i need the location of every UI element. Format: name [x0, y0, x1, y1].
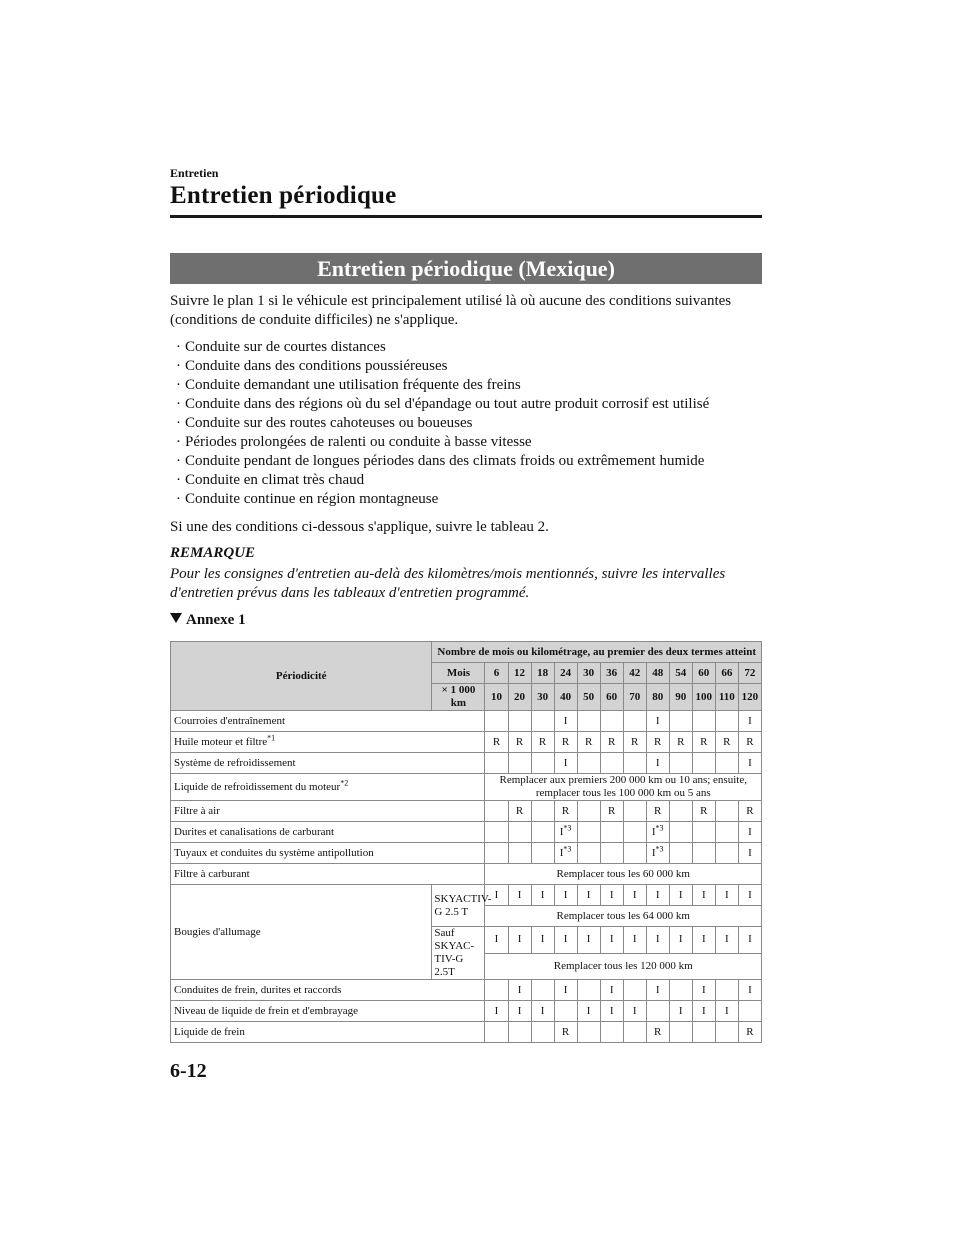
interval-cell [646, 711, 669, 732]
months-label: Mois [432, 663, 485, 684]
interval-cell [485, 1001, 508, 1022]
interval-value: I [651, 846, 656, 859]
interval-value: R [584, 735, 593, 748]
item-name [171, 1001, 485, 1022]
interval-cell [531, 822, 554, 843]
interval-cell: I [485, 885, 508, 906]
interval-value: I [678, 1004, 683, 1017]
interval-value: R [561, 1025, 570, 1038]
page-title: Entretien périodique [170, 182, 397, 209]
interval-cell [623, 801, 646, 822]
maintenance-schedule-table [170, 641, 762, 1043]
spark-variant-label: Sauf SKYAC-TIV-G 2.5T [432, 927, 485, 980]
interval-cell [508, 753, 531, 774]
interval-cell [623, 1022, 646, 1043]
interval-cell: I [738, 885, 761, 906]
condition-text: Périodes prolongées de ralenti ou conduite à basse vitesse [185, 434, 532, 450]
interval-span-cell: Remplacer tous les 60 000 km [485, 864, 762, 885]
interval-value: R [515, 804, 524, 817]
interval-cell: I [531, 885, 554, 906]
interval-value: I [724, 1004, 729, 1017]
item-name-text: Filtre à carburant [174, 867, 250, 880]
interval-cell [554, 801, 577, 822]
interval-cell: I [577, 885, 600, 906]
page-number: 6-12 [170, 1060, 207, 1082]
bullet-dot: · [176, 396, 181, 412]
interval-cell [485, 980, 508, 1001]
interval-cell [738, 980, 761, 1001]
footnote-marker: *3 [655, 843, 664, 853]
interval-cell [508, 711, 531, 732]
interval-value: I [609, 983, 614, 996]
item-name-text: Durites et canalisations de carburant [174, 825, 335, 838]
interval-cell [577, 843, 600, 864]
bullet-dot: · [176, 434, 181, 450]
interval-cell [508, 801, 531, 822]
interval-value: I [748, 714, 752, 727]
interval-cell [554, 1001, 577, 1022]
interval-value: I [494, 1004, 499, 1017]
table-row [171, 1022, 762, 1043]
interval-cell [646, 732, 669, 753]
condition-text: Conduite pendant de longues périodes dans des climats froids ou extrêmement humide [185, 453, 705, 469]
interval-value: I [748, 825, 752, 838]
interval-value: R [654, 735, 662, 748]
condition-text: Conduite dans des conditions poussiéreuses [185, 358, 448, 374]
item-name-text: Liquide de refroidissement du moteur [174, 780, 341, 793]
interval-cell [715, 801, 738, 822]
interval-cell [646, 801, 669, 822]
km-cell: 120 [738, 684, 761, 711]
interval-cell [692, 732, 715, 753]
interval-cell [738, 843, 761, 864]
interval-value: R [561, 735, 570, 748]
interval-cell: I [715, 927, 738, 954]
item-name [171, 732, 485, 753]
condition-text: Conduite sur de courtes distances [185, 339, 386, 355]
interval-cell: I [692, 927, 715, 954]
annex-title-text: Annexe 1 [186, 612, 246, 628]
interval-cell: I [646, 927, 669, 954]
km-cell: 40 [554, 684, 577, 711]
table-row [171, 1001, 762, 1022]
interval-cell [646, 843, 669, 864]
interval-cell [738, 801, 761, 822]
interval-value: I [540, 1004, 545, 1017]
note-heading: REMARQUE [170, 545, 256, 561]
table-row [171, 843, 762, 864]
title-rule [170, 215, 762, 218]
interval-span-cell: Remplacer aux premiers 200 000 km ou 10 ans; ensuite, remplacer tous les 100 000 km ou 5 ans [485, 774, 762, 801]
interval-cell [669, 1022, 692, 1043]
interval-cell [600, 1001, 623, 1022]
interval-value: R [492, 735, 501, 748]
interval-cell: I [531, 927, 554, 954]
month-cell: 36 [600, 663, 623, 684]
item-name-text: Liquide de frein [174, 1025, 245, 1038]
condition-item [172, 395, 709, 414]
table-row [171, 753, 762, 774]
interval-cell [577, 1001, 600, 1022]
interval-value: R [607, 735, 616, 748]
table-row [171, 822, 762, 843]
interval-cell [669, 843, 692, 864]
interval-cell [531, 732, 554, 753]
interval-cell [531, 843, 554, 864]
bullet-dot: · [176, 491, 181, 507]
interval-cell [485, 843, 508, 864]
interval-cell [508, 822, 531, 843]
interval-value: I [651, 825, 656, 838]
condition-item [172, 452, 709, 471]
footnote-marker: *1 [267, 732, 276, 742]
interval-cell [531, 1001, 554, 1022]
month-cell: 12 [508, 663, 531, 684]
interval-cell [692, 753, 715, 774]
interval-value: I [655, 714, 660, 727]
interval-value: I [609, 1004, 614, 1017]
item-name [171, 711, 485, 732]
interval-cell [485, 822, 508, 843]
interval-cell [600, 753, 623, 774]
interval-cell [554, 1022, 577, 1043]
interval-cell [531, 711, 554, 732]
interval-cell [669, 822, 692, 843]
item-name-text: Système de refroidissement [174, 756, 296, 769]
bullet-dot: · [176, 339, 181, 355]
table-row [171, 711, 762, 732]
item-name [171, 801, 485, 822]
interval-cell [715, 980, 738, 1001]
interval-cell [669, 753, 692, 774]
month-cell: 66 [715, 663, 738, 684]
interval-value: R [607, 804, 616, 817]
condition-table2-text: Si une des conditions ci-dessous s'applique, suivre le tableau 2. [170, 519, 549, 535]
interval-value: I [655, 756, 660, 769]
interval-cell: I [508, 885, 531, 906]
interval-cell: I [715, 885, 738, 906]
km-cell: 90 [669, 684, 692, 711]
interval-cell [531, 980, 554, 1001]
interval-cell [715, 732, 738, 753]
bullet-dot: · [176, 358, 181, 374]
interval-cell [692, 1001, 715, 1022]
interval-cell [531, 753, 554, 774]
item-name-text: Huile moteur et filtre [174, 735, 268, 748]
interval-cell [508, 732, 531, 753]
interval-cell: I [554, 885, 577, 906]
interval-cell: I [577, 927, 600, 954]
condition-item [172, 471, 709, 490]
footnote-marker: *3 [563, 822, 572, 832]
interval-cell [531, 1022, 554, 1043]
interval-cell [508, 843, 531, 864]
condition-text: Conduite continue en région montagneuse [185, 491, 439, 507]
interval-header: Nombre de mois ou kilométrage, au premier des deux termes atteint [432, 642, 762, 663]
month-cell: 72 [738, 663, 761, 684]
table-row [171, 732, 762, 753]
interval-cell [485, 753, 508, 774]
interval-value: R [677, 735, 685, 748]
interval-cell: I [600, 927, 623, 954]
spark-row [171, 885, 762, 906]
interval-cell [692, 822, 715, 843]
interval-value: R [631, 735, 639, 748]
interval-cell [623, 843, 646, 864]
interval-cell [692, 843, 715, 864]
interval-value: I [748, 983, 752, 996]
interval-cell [738, 753, 761, 774]
condition-item [172, 433, 709, 452]
interval-cell: I [554, 927, 577, 954]
km-cell: 60 [600, 684, 623, 711]
conditions-list [172, 338, 709, 509]
interval-cell [577, 801, 600, 822]
km-cell: 30 [531, 684, 554, 711]
interval-cell [738, 732, 761, 753]
interval-value: I [632, 1004, 637, 1017]
interval-cell [577, 732, 600, 753]
interval-value: R [700, 735, 708, 748]
month-cell: 6 [485, 663, 508, 684]
interval-cell [692, 711, 715, 732]
interval-cell [554, 711, 577, 732]
interval-cell [669, 732, 692, 753]
condition-item [172, 490, 709, 509]
interval-cell [669, 1001, 692, 1022]
item-name-text: Conduites de frein, durites et raccords [174, 983, 342, 996]
table-row [171, 801, 762, 822]
interval-cell [623, 711, 646, 732]
interval-cell [554, 753, 577, 774]
interval-cell [715, 843, 738, 864]
interval-cell [577, 980, 600, 1001]
interval-cell: I [738, 927, 761, 954]
interval-cell [508, 1001, 531, 1022]
condition-text: Conduite demandant une utilisation fréquente des freins [185, 377, 521, 393]
bullet-dot: · [176, 453, 181, 469]
interval-cell: I [485, 927, 508, 954]
triangle-down-icon [170, 613, 182, 623]
condition-item [172, 376, 709, 395]
km-cell: 50 [577, 684, 600, 711]
interval-value: I [586, 1004, 591, 1017]
interval-value: R [538, 735, 547, 748]
interval-cell [646, 980, 669, 1001]
condition-item [172, 414, 709, 433]
interval-cell [577, 753, 600, 774]
interval-value: R [700, 804, 708, 817]
item-name [171, 843, 485, 864]
interval-cell [600, 843, 623, 864]
item-name [171, 1022, 485, 1043]
km-cell: 20 [508, 684, 531, 711]
footnote-marker: *3 [655, 822, 664, 832]
interval-cell [508, 1022, 531, 1043]
interval-cell: I [669, 885, 692, 906]
item-name [171, 774, 485, 801]
interval-cell [715, 822, 738, 843]
interval-cell [646, 1001, 669, 1022]
interval-cell [623, 732, 646, 753]
interval-value: I [559, 846, 564, 859]
condition-text: Conduite dans des régions où du sel d'épandage ou tout autre produit corrosif est utilisé [185, 396, 710, 412]
interval-span-cell: Remplacer tous les 64 000 km [485, 906, 762, 927]
interval-value: R [654, 804, 662, 817]
month-cell: 48 [646, 663, 669, 684]
section-label: Entretien [170, 166, 219, 180]
spark-plug-name: Bougies d'allumage [171, 885, 432, 980]
interval-value: I [559, 825, 564, 838]
month-cell: 54 [669, 663, 692, 684]
interval-cell [646, 753, 669, 774]
interval-cell [485, 801, 508, 822]
km-cell: 110 [715, 684, 738, 711]
interval-value: I [701, 1004, 706, 1017]
interval-cell: I [646, 885, 669, 906]
spark-variant-label: SKYACTIV-G 2.5 T [432, 885, 485, 927]
interval-value: R [746, 804, 754, 817]
interval-cell: I [692, 885, 715, 906]
interval-cell [669, 711, 692, 732]
interval-cell [738, 1001, 761, 1022]
interval-cell [554, 732, 577, 753]
interval-cell [485, 1022, 508, 1043]
footnote-marker: *3 [563, 843, 572, 853]
interval-value: I [748, 846, 752, 859]
interval-cell [485, 711, 508, 732]
interval-cell [669, 801, 692, 822]
interval-cell [554, 980, 577, 1001]
interval-cell [623, 1001, 646, 1022]
km-cell: 10 [485, 684, 508, 711]
item-name-text: Niveau de liquide de frein et d'embrayage [174, 1004, 359, 1017]
annex-title [170, 612, 246, 629]
interval-cell [577, 1022, 600, 1043]
interval-cell [577, 822, 600, 843]
interval-cell [715, 1001, 738, 1022]
interval-value: R [654, 1025, 662, 1038]
interval-cell [715, 1022, 738, 1043]
month-cell: 24 [554, 663, 577, 684]
condition-item [172, 357, 709, 376]
table-row [171, 980, 762, 1001]
bullet-dot: · [176, 472, 181, 488]
interval-value: I [517, 1004, 522, 1017]
interval-cell [715, 711, 738, 732]
table-row [171, 864, 762, 885]
interval-cell: I [623, 885, 646, 906]
interval-cell [646, 822, 669, 843]
interval-cell [600, 980, 623, 1001]
footnote-marker: *2 [340, 777, 349, 787]
condition-item [172, 338, 709, 357]
periodicity-header: Périodicité [171, 642, 432, 711]
item-name [171, 980, 485, 1001]
condition-text: Conduite sur des routes cahoteuses ou boueuses [185, 415, 473, 431]
note-text: Pour les consignes d'entretien au-delà des kilomètres/mois mentionnés, suivre les intervalles d'entretien prévus dans les tableaux d'entretien programmé. [170, 566, 726, 601]
month-cell: 30 [577, 663, 600, 684]
interval-cell: I [669, 927, 692, 954]
interval-value: I [563, 756, 568, 769]
interval-cell [646, 1022, 669, 1043]
item-name-text: Courroies d'entraînement [174, 714, 286, 727]
item-name [171, 822, 485, 843]
month-cell: 42 [623, 663, 646, 684]
interval-cell [623, 822, 646, 843]
interval-value: I [748, 756, 752, 769]
interval-cell [738, 822, 761, 843]
interval-cell [669, 980, 692, 1001]
month-cell: 18 [531, 663, 554, 684]
interval-value: R [746, 735, 754, 748]
interval-cell [600, 1022, 623, 1043]
interval-value: I [655, 983, 660, 996]
interval-cell [692, 1022, 715, 1043]
bullet-dot: · [176, 377, 181, 393]
interval-cell [600, 801, 623, 822]
interval-cell [738, 711, 761, 732]
item-name-text: Filtre à air [174, 804, 220, 817]
interval-cell [485, 732, 508, 753]
interval-cell [600, 732, 623, 753]
table-row [171, 774, 762, 801]
interval-cell [577, 711, 600, 732]
interval-value: I [563, 983, 568, 996]
interval-cell [600, 822, 623, 843]
item-name-text: Tuyaux et conduites du système antipollution [174, 846, 374, 859]
intro-paragraph: Suivre le plan 1 si le véhicule est principalement utilisé là où aucune des conditions suivantes (conditions de conduite difficiles) ne s'applique. [170, 293, 732, 328]
interval-cell [623, 753, 646, 774]
table-header-row [171, 642, 762, 663]
interval-cell [692, 801, 715, 822]
interval-value: R [561, 804, 570, 817]
interval-cell [692, 980, 715, 1001]
interval-cell: I [600, 885, 623, 906]
item-name [171, 864, 485, 885]
interval-span-cell: Remplacer tous les 120 000 km [485, 953, 762, 980]
interval-cell [554, 843, 577, 864]
interval-value: I [563, 714, 568, 727]
interval-cell [600, 711, 623, 732]
item-name [171, 753, 485, 774]
km-label: × 1 000 km [432, 684, 485, 711]
interval-cell: I [508, 927, 531, 954]
km-cell: 70 [623, 684, 646, 711]
interval-value: R [515, 735, 524, 748]
interval-cell [508, 980, 531, 1001]
interval-value: I [517, 983, 522, 996]
km-cell: 80 [646, 684, 669, 711]
interval-cell [531, 801, 554, 822]
interval-value: R [746, 1025, 754, 1038]
interval-cell [738, 1022, 761, 1043]
interval-value: R [723, 735, 731, 748]
interval-cell [715, 753, 738, 774]
interval-value: I [701, 983, 706, 996]
bullet-dot: · [176, 415, 181, 431]
section-banner: Entretien périodique (Mexique) [170, 253, 762, 284]
condition-text: Conduite en climat très chaud [185, 472, 365, 488]
interval-cell [554, 822, 577, 843]
km-cell: 100 [692, 684, 715, 711]
interval-cell: I [623, 927, 646, 954]
month-cell: 60 [692, 663, 715, 684]
interval-cell [623, 980, 646, 1001]
